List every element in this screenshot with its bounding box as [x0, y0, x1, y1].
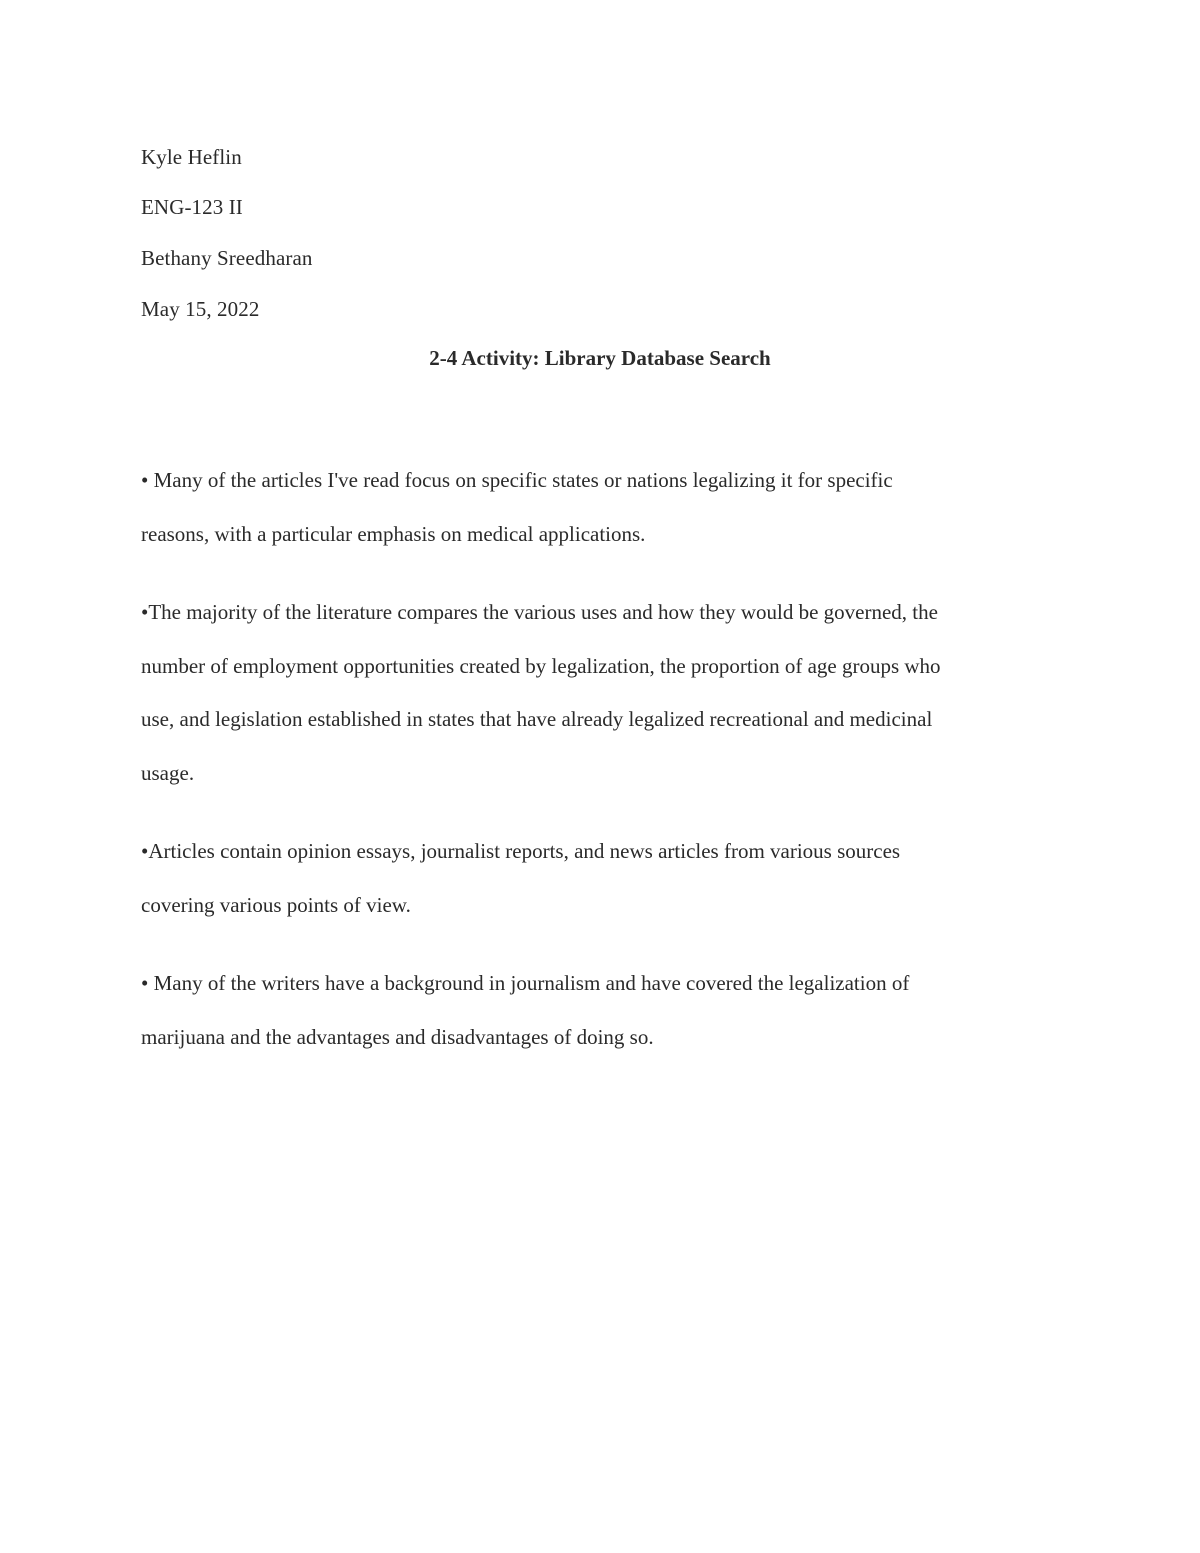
- instructor-name: Bethany Sreedharan: [141, 246, 313, 270]
- bullet-list: [141, 465, 1046, 1100]
- bullet-line: usage.: [141, 760, 195, 785]
- bullet-item: [141, 968, 1046, 1075]
- author-name: Kyle Heflin: [141, 145, 242, 169]
- document-title: 2-4 Activity: Library Database Search: [429, 346, 771, 370]
- bullet-line: • Many of the writers have a background in journalism and have covered the legalization of: [141, 971, 910, 995]
- bullet-item: [141, 465, 1046, 572]
- bullet-line: •Articles contain opinion essays, journalist reports, and news articles from various sources: [141, 839, 901, 863]
- bullet-line: number of employment opportunities created by legalization, the proportion of age groups who: [141, 653, 941, 678]
- bullet-line: •The majority of the literature compares the various uses and how they would be governed, the: [141, 600, 938, 624]
- bullet-line: covering various points of view.: [141, 892, 411, 917]
- bullet-line: marijuana and the advantages and disadvantages of doing so.: [141, 1024, 654, 1049]
- bullet-line: • Many of the articles I've read focus on specific states or nations legalizing it for specific: [141, 468, 893, 492]
- bullet-item: [141, 597, 1046, 811]
- date: May 15, 2022: [141, 297, 260, 321]
- course-code: ENG-123 II: [141, 195, 243, 219]
- bullet-item: [141, 836, 1046, 943]
- bullet-line: reasons, with a particular emphasis on medical applications.: [141, 521, 646, 546]
- bullet-line: use, and legislation established in states that have already legalized recreational and medicinal: [141, 707, 933, 731]
